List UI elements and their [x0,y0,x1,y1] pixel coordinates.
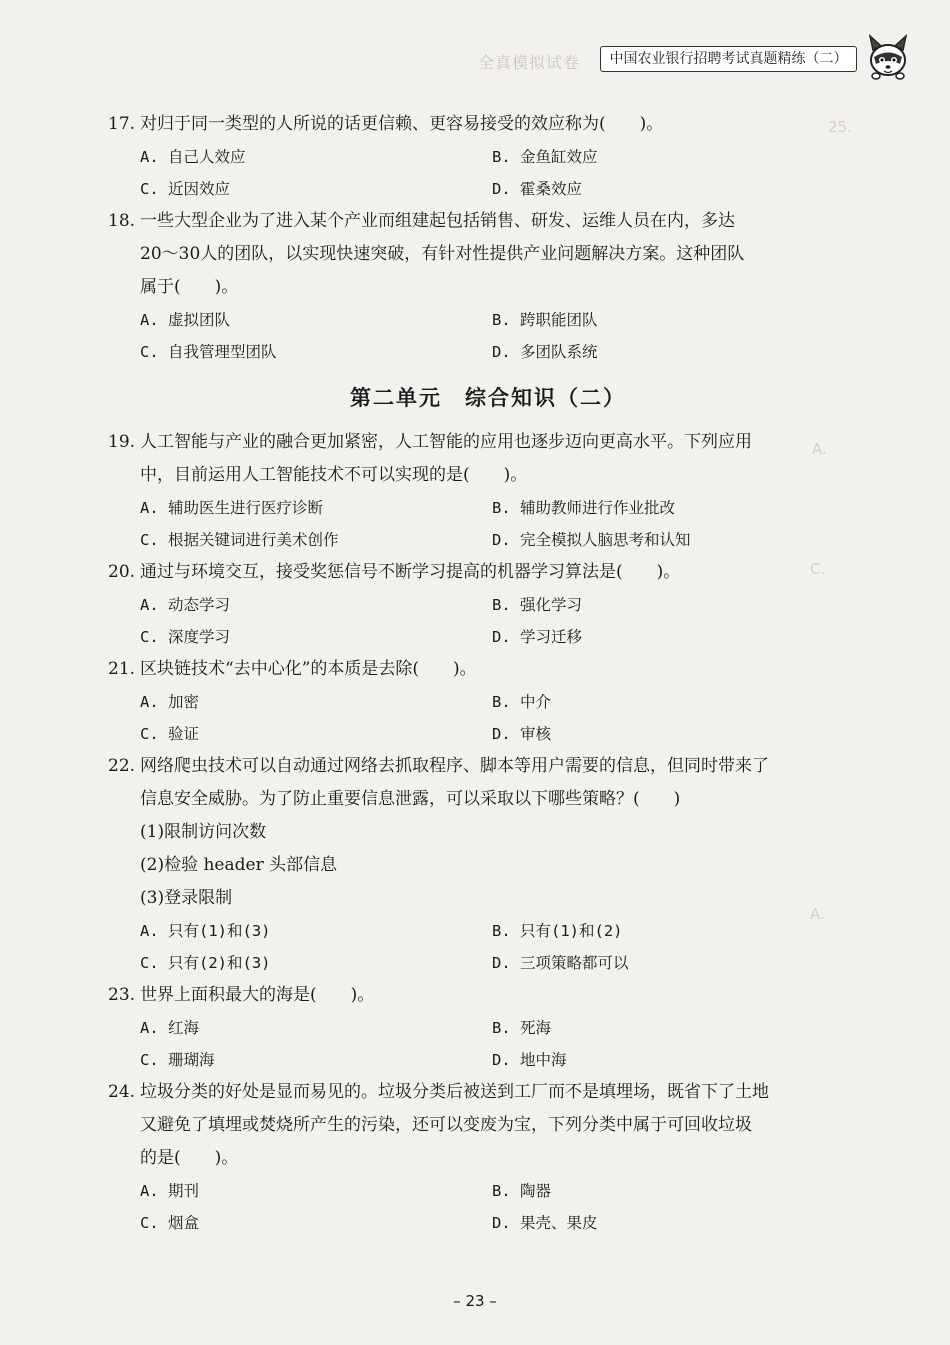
question-19 [108,426,868,556]
option-d[interactable]: D. 审核 [492,725,551,743]
question-number: 24. [108,1082,136,1102]
options [108,589,868,653]
option-a[interactable]: A. 期刊 [140,1182,199,1200]
option-d[interactable]: D. 霍桑效应 [492,180,582,198]
option-b[interactable]: B. 金鱼缸效应 [492,148,598,166]
option-a[interactable]: A. 加密 [140,693,199,711]
option-b[interactable]: B. 只有(1)和(2) [492,922,623,940]
option-b[interactable]: B. 中介 [492,693,551,711]
question-stem-line: 20～30人的团队，以实现快速突破，有针对性提供产业问题解决方案。这种团队 [140,244,745,264]
option-d[interactable]: D. 多团队系统 [492,343,598,361]
sub-item: (1)限制访问次数 [140,822,267,842]
option-d[interactable]: D. 果壳、果皮 [492,1214,598,1232]
options [108,492,868,556]
question-stem: 世界上面积最大的海是( )。 [140,985,375,1005]
option-c[interactable]: C. 深度学习 [140,628,230,646]
question-stem-line: 属于( )。 [140,277,239,297]
option-d[interactable]: D. 学习迁移 [492,628,582,646]
page-number: – 23 – [453,1292,497,1310]
option-a[interactable]: A. 动态学习 [140,596,230,614]
option-a[interactable]: A. 红海 [140,1019,199,1037]
option-d[interactable]: D. 地中海 [492,1051,567,1069]
bleed-through-text: A. [812,440,827,458]
option-b[interactable]: B. 死海 [492,1019,551,1037]
bleed-through-text: A. [810,905,825,923]
option-a[interactable]: A. 虚拟团队 [140,311,230,329]
question-stem-line: 中，目前运用人工智能技术不可以实现的是( )。 [140,465,528,485]
running-header [470,42,940,76]
option-c[interactable]: C. 珊瑚海 [140,1051,215,1069]
question-21 [108,653,868,750]
option-c[interactable]: C. 根据关键词进行美术创作 [140,531,339,549]
question-number: 20. [108,562,136,582]
question-24 [108,1076,868,1239]
sub-item: (3)登录限制 [140,888,233,908]
header-title: 中国农业银行招聘考试真题精练（二） [600,46,857,72]
sub-item: (2)检验 header 头部信息 [140,855,338,875]
question-content [108,108,868,1239]
option-c[interactable]: C. 烟盒 [140,1214,199,1232]
options [108,1012,868,1076]
question-stem: 人工智能与产业的融合更加紧密，人工智能的应用也逐步迈向更高水平。下列应用 [140,432,752,452]
question-stem: 一些大型企业为了进入某个产业而组建起包括销售、研发、运维人员在内，多达 [140,211,735,231]
option-c[interactable]: C. 自我管理型团队 [140,343,277,361]
option-b[interactable]: B. 陶器 [492,1182,551,1200]
raccoon-mascot-icon [862,30,914,82]
question-stem: 区块链技术“去中心化”的本质是去除( )。 [140,659,477,679]
options [108,1175,868,1239]
question-number: 23. [108,985,136,1005]
question-22 [108,750,868,979]
options [108,141,868,205]
question-number: 18. [108,211,136,231]
options [108,304,868,368]
option-c[interactable]: C. 验证 [140,725,199,743]
option-a[interactable]: A. 只有(1)和(3) [140,922,271,940]
question-stem-line: 又避免了填埋或焚烧所产生的污染，还可以变废为宝，下列分类中属于可回收垃圾 [140,1115,752,1135]
question-17 [108,108,868,205]
question-stem-line: 的是( )。 [140,1148,239,1168]
header-faded-text: 全真模拟试卷 [478,53,581,72]
option-b[interactable]: B. 辅助教师进行作业批改 [492,499,675,517]
bleed-through-text: C. [810,560,826,578]
option-c[interactable]: C. 近因效应 [140,180,230,198]
option-b[interactable]: B. 强化学习 [492,596,582,614]
option-c[interactable]: C. 只有(2)和(3) [140,954,271,972]
question-23 [108,979,868,1076]
option-b[interactable]: B. 跨职能团队 [492,311,598,329]
bleed-through-text: 25. [828,118,852,136]
options [108,686,868,750]
question-stem: 垃圾分类的好处是显而易见的。垃圾分类后被送到工厂而不是填埋场，既省下了土地 [140,1082,769,1102]
question-stem: 对归于同一类型的人所说的话更信赖、更容易接受的效应称为( )。 [140,114,664,134]
question-stem-line: 信息安全威胁。为了防止重要信息泄露，可以采取以下哪些策略？( ) [140,789,681,809]
question-20 [108,556,868,653]
question-stem: 通过与环境交互，接受奖惩信号不断学习提高的机器学习算法是( )。 [140,562,681,582]
option-a[interactable]: A. 辅助医生进行医疗诊断 [140,499,323,517]
question-number: 17. [108,114,136,134]
question-18 [108,205,868,368]
question-stem: 网络爬虫技术可以自动通过网络去抓取程序、脚本等用户需要的信息，但同时带来了 [140,756,769,776]
option-d[interactable]: D. 三项策略都可以 [492,954,629,972]
option-a[interactable]: A. 自己人效应 [140,148,246,166]
unit-title: 第二单元 综合知识（二） [350,386,626,410]
option-d[interactable]: D. 完全模拟人脑思考和认知 [492,531,691,549]
question-number: 22. [108,756,136,776]
question-number: 21. [108,659,136,679]
options [108,915,868,979]
question-number: 19. [108,432,136,452]
